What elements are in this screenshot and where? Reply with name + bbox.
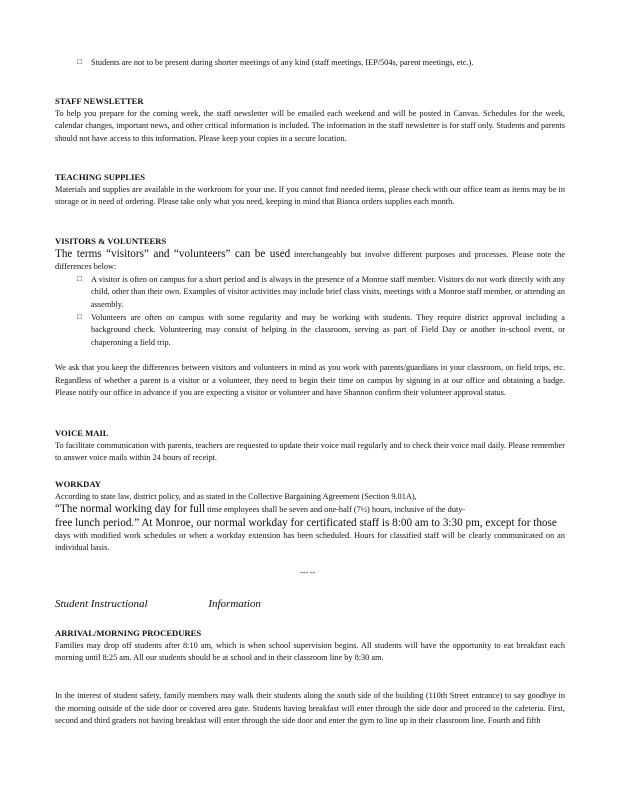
supplies-section <box>55 171 565 209</box>
meeting-bullet <box>55 57 601 70</box>
workday-line: days with modified work schedules or when a workday extension has been scheduled. Hours for classified staff will be clearly communicated on an individual basis. <box>55 530 565 553</box>
visitors-section <box>55 235 565 349</box>
visitor-bullet <box>55 274 565 312</box>
bullet-marker: □ <box>77 57 82 66</box>
section-title <box>55 598 565 610</box>
section-body: In the interest of student safety, family members may walk their students along the south side of the building (110th Street entrance) to say goodbye in the morning outside of the side door or covered area gate. Students having breakfast will enter through the side door and proceed to the cafeteria. First, second and third graders not having breakfast will enter through the side door and enter the gym to line up in their classroom line. Fourth and fifth <box>55 691 565 726</box>
workday-line: free lunch period.” At Monroe, our normal workday for certificated staff is 8:00 am to 3:30 pm, except for those <box>55 516 557 529</box>
section-separator: --- -- <box>300 568 316 577</box>
section-body: To facilitate communication with parents, teachers are requested to update their voice mail regularly and to check their voice mail daily. Please remember to answer voice mails within 24 hours of receipt. <box>55 440 565 463</box>
section-heading: TEACHING SUPPLIES <box>55 172 146 182</box>
section-heading: VISITORS & VOLUNTEERS <box>55 236 167 246</box>
visitors-closing <box>55 362 565 400</box>
section-heading: WORKDAY <box>55 479 101 489</box>
visitors-intro <box>55 248 565 274</box>
workday-large-text: “The normal working day for full <box>55 503 206 516</box>
section-title-part: Student Instructional <box>55 598 148 610</box>
section-heading: ARRIVAL/MORNING PROCEDURES <box>55 628 202 638</box>
volunteer-bullet <box>55 312 565 350</box>
voicemail-section <box>55 427 565 465</box>
intro-large-text: The terms “visitors” and “volunteers” can be used <box>55 247 291 260</box>
section-title-part: Information <box>208 598 261 610</box>
newsletter-section <box>55 95 565 145</box>
section-heading: VOICE MAIL <box>55 428 109 438</box>
section-body: To help you prepare for the coming week, the staff newsletter will be emailed each weekend and will be posted in Canvas. Schedules for the week, calendar changes, important news, and other critical information is included. The information in the staff newsletter is for staff only. Students and parents should not have access to this information. Please keep your copies in a secure location. <box>55 108 565 143</box>
bullet-text: A visitor is often on campus for a short period and is always in the presence of a Monroe staff member. Visitors do not work directly with any child, other than their own. Examples of visitor activities may include brief class visits, meetings with a Monroe staff member, or attending an assembly. <box>91 274 565 309</box>
intro-small-text: interchangeably but involve different purposes and processes. Please note the differences below: <box>55 249 565 272</box>
arrival-section-continued <box>55 690 565 728</box>
section-body: We ask that you keep the differences between visitors and volunteers in mind as you work with parents/guardians in your classroom, on field trips, etc. Regardless of whether a parent is a visitor or a volunteer, they need to begin their time on campus by signing in at our office and obtaining a badge. Please notify our office in advance if you are expecting a visitor or volunteer and have Shannon confirm their volunteer approval status. <box>55 363 565 398</box>
bullet-marker: □ <box>77 273 82 283</box>
workday-small-text: time employees shall be seven and one-half (7½) hours, inclusive of the duty- <box>207 505 466 515</box>
bullet-marker: □ <box>77 311 82 321</box>
section-body: Materials and supplies are available in the workroom for your use. If you cannot find needed items, please check with our office team as items may be in storage or in need of ordering. Please take only what you need, keeping in mind that Bianca orders supplies each month. <box>55 184 565 207</box>
workday-line <box>55 503 565 517</box>
section-body: Families may drop off students after 8:10 am, which is when school supervision begins. All students will have the opportunity to eat breakfast each morning until 8:25 am. All our students should be at school and in their classroom line by 8:30 am. <box>55 640 565 663</box>
workday-section <box>55 478 565 555</box>
workday-line: According to state law, district policy, and as stated in the Collective Bargaining Agreement (Section 9.01A), <box>55 491 417 501</box>
arrival-section <box>55 627 565 665</box>
bullet-text: Students are not to be present during shorter meetings of any kind (staff meetings, IEP/504s, parent meetings, etc.). <box>91 58 474 67</box>
section-heading: STAFF NEWSLETTER <box>55 96 144 106</box>
bullet-text: Volunteers are often on campus with some regularity and may be working with students. They require district approval including a background check. Volunteering may consist of helping in the classroom, serving as part of Field Day or another in-school event, or chaperoning a field trip. <box>91 312 565 347</box>
